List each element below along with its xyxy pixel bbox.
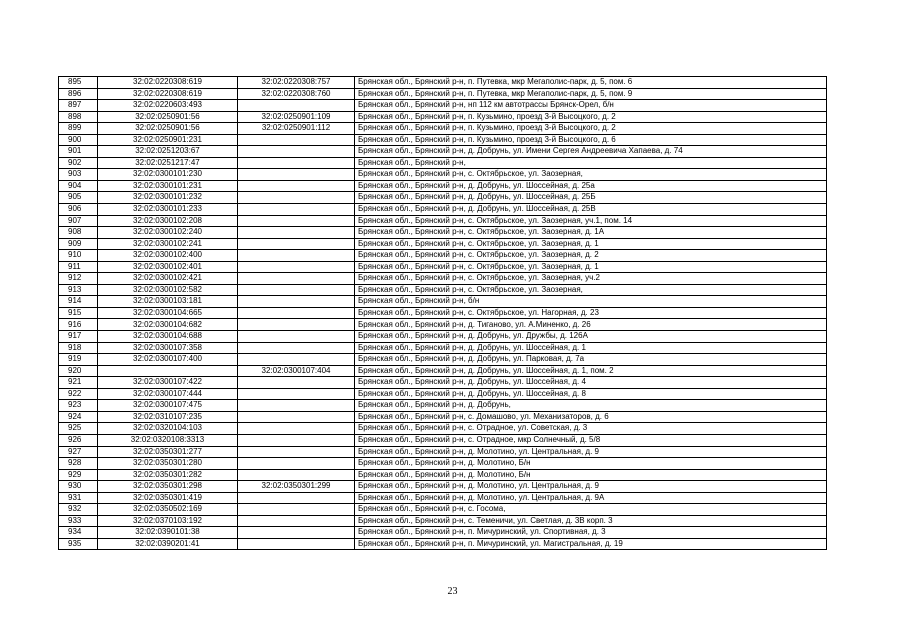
cadastral-number-cell: 32:02:0300107:444	[98, 388, 238, 400]
linked-cadastral-number-cell	[238, 261, 355, 273]
address-cell: Брянская обл., Брянский р-н, п. Путевка, мкр Мегаполис-парк, д. 5, пом. 9	[355, 88, 827, 100]
linked-cadastral-number-cell	[238, 446, 355, 458]
linked-cadastral-number-cell: 32:02:0300107:404	[238, 365, 355, 377]
linked-cadastral-number-cell	[238, 423, 355, 435]
registry-table	[58, 76, 827, 550]
table-row	[59, 273, 827, 285]
row-number-cell: 930	[59, 481, 98, 493]
row-number-cell: 912	[59, 273, 98, 285]
cadastral-number-cell: 32:02:0300102:401	[98, 261, 238, 273]
row-number-cell: 906	[59, 204, 98, 216]
table-row	[59, 331, 827, 343]
cadastral-number-cell: 32:02:0320108:3313	[98, 434, 238, 446]
address-cell: Брянская обл., Брянский р-н, с. Отрадное, ул. Советская, д. 3	[355, 423, 827, 435]
table-row	[59, 342, 827, 354]
row-number-cell: 910	[59, 250, 98, 262]
address-cell: Брянская обл., Брянский р-н, нп 112 км автотрассы Брянск-Орел, б/н	[355, 100, 827, 112]
address-cell: Брянская обл., Брянский р-н, д. Молотино, Б/н	[355, 458, 827, 470]
cadastral-number-cell: 32:02:0250901:56	[98, 111, 238, 123]
table-row	[59, 354, 827, 366]
linked-cadastral-number-cell	[238, 319, 355, 331]
row-number-cell: 905	[59, 192, 98, 204]
linked-cadastral-number-cell	[238, 180, 355, 192]
table-row	[59, 365, 827, 377]
table-row	[59, 319, 827, 331]
row-number-cell: 924	[59, 411, 98, 423]
address-cell: Брянская обл., Брянский р-н, д. Добрунь, ул. Имени Сергея Андреевича Хапаева, д. 74	[355, 146, 827, 158]
address-cell: Брянская обл., Брянский р-н, с. Октябрьское, ул. Заозерная, д. 2	[355, 250, 827, 262]
row-number-cell: 896	[59, 88, 98, 100]
address-cell: Брянская обл., Брянский р-н, п. Кузьмино, проезд 3-й Высоцкого, д. 2	[355, 123, 827, 135]
table-row	[59, 411, 827, 423]
row-number-cell: 900	[59, 134, 98, 146]
address-cell: Брянская обл., Брянский р-н, д. Добрунь, ул. Шоссейная, д. 25В	[355, 204, 827, 216]
table-row	[59, 134, 827, 146]
linked-cadastral-number-cell	[238, 538, 355, 550]
row-number-cell: 915	[59, 307, 98, 319]
row-number-cell: 904	[59, 180, 98, 192]
table-row	[59, 296, 827, 308]
address-cell: Брянская обл., Брянский р-н, д. Молотино, Б/н	[355, 469, 827, 481]
cadastral-number-cell: 32:02:0350502:169	[98, 504, 238, 516]
cadastral-number-cell: 32:02:0390201:41	[98, 538, 238, 550]
table-row	[59, 192, 827, 204]
linked-cadastral-number-cell	[238, 146, 355, 158]
address-cell: Брянская обл., Брянский р-н, п. Кузьмино, проезд 3-й Высоцкого, д. 2	[355, 111, 827, 123]
address-cell: Брянская обл., Брянский р-н, д. Добрунь, ул. Шоссейная, д. 1, пом. 2	[355, 365, 827, 377]
cadastral-number-cell: 32:02:0220308:619	[98, 77, 238, 89]
cadastral-number-cell: 32:02:0350301:280	[98, 458, 238, 470]
linked-cadastral-number-cell: 32:02:0350301:299	[238, 481, 355, 493]
cadastral-number-cell: 32:02:0300101:232	[98, 192, 238, 204]
address-cell: Брянская обл., Брянский р-н,	[355, 157, 827, 169]
table-row	[59, 434, 827, 446]
address-cell: Брянская обл., Брянский р-н, д. Добрунь,	[355, 400, 827, 412]
linked-cadastral-number-cell	[238, 169, 355, 181]
row-number-cell: 898	[59, 111, 98, 123]
address-cell: Брянская обл., Брянский р-н, с. Октябрьское, ул. Нагорная, д. 23	[355, 307, 827, 319]
cadastral-number-cell: 32:02:0300101:230	[98, 169, 238, 181]
linked-cadastral-number-cell	[238, 504, 355, 516]
cadastral-number-cell: 32:02:0300104:665	[98, 307, 238, 319]
row-number-cell: 895	[59, 77, 98, 89]
row-number-cell: 897	[59, 100, 98, 112]
linked-cadastral-number-cell: 32:02:0250901:112	[238, 123, 355, 135]
row-number-cell: 923	[59, 400, 98, 412]
table-row	[59, 307, 827, 319]
address-cell: Брянская обл., Брянский р-н, б/н	[355, 296, 827, 308]
row-number-cell: 933	[59, 515, 98, 527]
row-number-cell: 925	[59, 423, 98, 435]
address-cell: Брянская обл., Брянский р-н, д. Добрунь, ул. Шоссейная, д. 1	[355, 342, 827, 354]
table-row	[59, 377, 827, 389]
linked-cadastral-number-cell	[238, 192, 355, 204]
cadastral-number-cell: 32:02:0300107:358	[98, 342, 238, 354]
row-number-cell: 927	[59, 446, 98, 458]
address-cell: Брянская обл., Брянский р-н, п. Путевка, мкр Мегаполис-парк, д. 5, пом. 6	[355, 77, 827, 89]
cadastral-number-cell: 32:02:0300102:208	[98, 215, 238, 227]
table-row	[59, 204, 827, 216]
linked-cadastral-number-cell	[238, 527, 355, 539]
table-row	[59, 492, 827, 504]
cadastral-number-cell: 32:02:0320104:103	[98, 423, 238, 435]
row-number-cell: 920	[59, 365, 98, 377]
table-row	[59, 481, 827, 493]
row-number-cell: 913	[59, 284, 98, 296]
row-number-cell: 928	[59, 458, 98, 470]
row-number-cell: 902	[59, 157, 98, 169]
row-number-cell: 919	[59, 354, 98, 366]
table-row	[59, 77, 827, 89]
address-cell: Брянская обл., Брянский р-н, д. Тиганово, ул. А.Миненко, д. 26	[355, 319, 827, 331]
row-number-cell: 908	[59, 227, 98, 239]
table-row	[59, 446, 827, 458]
address-cell: Брянская обл., Брянский р-н, с. Октябрьское, ул. Заозерная, д. 1	[355, 238, 827, 250]
address-cell: Брянская обл., Брянский р-н, д. Добрунь, ул. Дружбы, д. 126А	[355, 331, 827, 343]
linked-cadastral-number-cell	[238, 377, 355, 389]
table-row	[59, 88, 827, 100]
cadastral-number-cell: 32:02:0390101:38	[98, 527, 238, 539]
linked-cadastral-number-cell	[238, 157, 355, 169]
linked-cadastral-number-cell	[238, 296, 355, 308]
linked-cadastral-number-cell	[238, 492, 355, 504]
linked-cadastral-number-cell	[238, 515, 355, 527]
row-number-cell: 907	[59, 215, 98, 227]
linked-cadastral-number-cell	[238, 458, 355, 470]
table-row	[59, 250, 827, 262]
cadastral-number-cell: 32:02:0300103:181	[98, 296, 238, 308]
cadastral-number-cell: 32:02:0300102:400	[98, 250, 238, 262]
cadastral-number-cell: 32:02:0300102:241	[98, 238, 238, 250]
address-cell: Брянская обл., Брянский р-н, с. Госома,	[355, 504, 827, 516]
address-cell: Брянская обл., Брянский р-н, д. Молотино, ул. Центральная, д. 9	[355, 446, 827, 458]
linked-cadastral-number-cell	[238, 400, 355, 412]
cadastral-number-cell: 32:02:0251203:67	[98, 146, 238, 158]
row-number-cell: 934	[59, 527, 98, 539]
table-row	[59, 238, 827, 250]
table-row	[59, 157, 827, 169]
registry-table-body	[59, 77, 827, 550]
address-cell: Брянская обл., Брянский р-н, д. Добрунь, ул. Парковая, д. 7а	[355, 354, 827, 366]
address-cell: Брянская обл., Брянский р-н, с. Отрадное, мкр Солнечный, д. 5/8	[355, 434, 827, 446]
row-number-cell: 921	[59, 377, 98, 389]
address-cell: Брянская обл., Брянский р-н, д. Молотино, ул. Центральная, д. 9А	[355, 492, 827, 504]
cadastral-number-cell: 32:02:0300107:400	[98, 354, 238, 366]
row-number-cell: 903	[59, 169, 98, 181]
address-cell: Брянская обл., Брянский р-н, п. Мичуринский, ул. Спортивная, д. 3	[355, 527, 827, 539]
address-cell: Брянская обл., Брянский р-н, с. Октябрьское, ул. Заозерная, д. 1	[355, 261, 827, 273]
linked-cadastral-number-cell: 32:02:0220308:757	[238, 77, 355, 89]
address-cell: Брянская обл., Брянский р-н, с. Октябрьское, ул. Заозерная, уч.2	[355, 273, 827, 285]
linked-cadastral-number-cell	[238, 227, 355, 239]
row-number-cell: 914	[59, 296, 98, 308]
row-number-cell: 932	[59, 504, 98, 516]
linked-cadastral-number-cell	[238, 331, 355, 343]
linked-cadastral-number-cell	[238, 273, 355, 285]
row-number-cell: 916	[59, 319, 98, 331]
cadastral-number-cell: 32:02:0251217:47	[98, 157, 238, 169]
table-row	[59, 458, 827, 470]
linked-cadastral-number-cell: 32:02:0250901:109	[238, 111, 355, 123]
linked-cadastral-number-cell	[238, 342, 355, 354]
cadastral-number-cell	[98, 365, 238, 377]
address-cell: Брянская обл., Брянский р-н, с. Домашово, ул. Механизаторов, д. 6	[355, 411, 827, 423]
linked-cadastral-number-cell	[238, 434, 355, 446]
table-row	[59, 515, 827, 527]
address-cell: Брянская обл., Брянский р-н, д. Молотино, ул. Центральная, д. 9	[355, 481, 827, 493]
address-cell: Брянская обл., Брянский р-н, д. Добрунь, ул. Шоссейная, д. 25а	[355, 180, 827, 192]
row-number-cell: 909	[59, 238, 98, 250]
row-number-cell: 899	[59, 123, 98, 135]
linked-cadastral-number-cell	[238, 250, 355, 262]
page-number: 23	[447, 586, 458, 597]
address-cell: Брянская обл., Брянский р-н, с. Октябрьское, ул. Заозерная, уч.1, пом. 14	[355, 215, 827, 227]
linked-cadastral-number-cell	[238, 238, 355, 250]
table-row	[59, 215, 827, 227]
row-number-cell: 922	[59, 388, 98, 400]
cadastral-number-cell: 32:02:0370103:192	[98, 515, 238, 527]
address-cell: Брянская обл., Брянский р-н, д. Добрунь, ул. Шоссейная, д. 8	[355, 388, 827, 400]
cadastral-number-cell: 32:02:0300102:582	[98, 284, 238, 296]
cadastral-number-cell: 32:02:0220603:493	[98, 100, 238, 112]
cadastral-number-cell: 32:02:0300101:233	[98, 204, 238, 216]
row-number-cell: 918	[59, 342, 98, 354]
linked-cadastral-number-cell	[238, 354, 355, 366]
cadastral-number-cell: 32:02:0300107:475	[98, 400, 238, 412]
cadastral-number-cell: 32:02:0350301:419	[98, 492, 238, 504]
address-cell: Брянская обл., Брянский р-н, с. Теменичи, ул. Светлая, д. 3В корп. 3	[355, 515, 827, 527]
cadastral-number-cell: 32:02:0350301:298	[98, 481, 238, 493]
linked-cadastral-number-cell	[238, 411, 355, 423]
cadastral-number-cell: 32:02:0300102:421	[98, 273, 238, 285]
cadastral-number-cell: 32:02:0300104:682	[98, 319, 238, 331]
cadastral-number-cell: 32:02:0300101:231	[98, 180, 238, 192]
linked-cadastral-number-cell	[238, 388, 355, 400]
row-number-cell: 911	[59, 261, 98, 273]
linked-cadastral-number-cell	[238, 215, 355, 227]
row-number-cell: 935	[59, 538, 98, 550]
table-row	[59, 123, 827, 135]
table-row	[59, 227, 827, 239]
cadastral-number-cell: 32:02:0310107:235	[98, 411, 238, 423]
table-row	[59, 423, 827, 435]
cadastral-number-cell: 32:02:0300104:688	[98, 331, 238, 343]
address-cell: Брянская обл., Брянский р-н, д. Добрунь, ул. Шоссейная, д. 25Б	[355, 192, 827, 204]
cadastral-number-cell: 32:02:0250901:56	[98, 123, 238, 135]
row-number-cell: 929	[59, 469, 98, 481]
cadastral-number-cell: 32:02:0300102:240	[98, 227, 238, 239]
table-row	[59, 400, 827, 412]
linked-cadastral-number-cell	[238, 307, 355, 319]
table-row	[59, 111, 827, 123]
linked-cadastral-number-cell	[238, 100, 355, 112]
cadastral-number-cell: 32:02:0250901:231	[98, 134, 238, 146]
address-cell: Брянская обл., Брянский р-н, с. Октябрьское, ул. Заозерная,	[355, 169, 827, 181]
table-row	[59, 538, 827, 550]
table-row	[59, 504, 827, 516]
row-number-cell: 931	[59, 492, 98, 504]
cadastral-number-cell: 32:02:0350301:277	[98, 446, 238, 458]
address-cell: Брянская обл., Брянский р-н, с. Октябрьское, ул. Заозерная, д. 1А	[355, 227, 827, 239]
address-cell: Брянская обл., Брянский р-н, с. Октябрьское, ул. Заозерная,	[355, 284, 827, 296]
linked-cadastral-number-cell	[238, 134, 355, 146]
cadastral-number-cell: 32:02:0220308:619	[98, 88, 238, 100]
cadastral-number-cell: 32:02:0300107:422	[98, 377, 238, 389]
table-row	[59, 180, 827, 192]
table-row	[59, 261, 827, 273]
address-cell: Брянская обл., Брянский р-н, п. Кузьмино, проезд 3-й Высоцкого, д. 6	[355, 134, 827, 146]
row-number-cell: 926	[59, 434, 98, 446]
table-row	[59, 527, 827, 539]
cadastral-number-cell: 32:02:0350301:282	[98, 469, 238, 481]
linked-cadastral-number-cell	[238, 469, 355, 481]
table-row	[59, 169, 827, 181]
table-row	[59, 469, 827, 481]
address-cell: Брянская обл., Брянский р-н, п. Мичуринский, ул. Магистральная, д. 19	[355, 538, 827, 550]
linked-cadastral-number-cell: 32:02:0220308:760	[238, 88, 355, 100]
table-row	[59, 100, 827, 112]
table-row	[59, 284, 827, 296]
linked-cadastral-number-cell	[238, 284, 355, 296]
row-number-cell: 901	[59, 146, 98, 158]
linked-cadastral-number-cell	[238, 204, 355, 216]
table-row	[59, 146, 827, 158]
table-row	[59, 388, 827, 400]
address-cell: Брянская обл., Брянский р-н, д. Добрунь, ул. Шоссейная, д. 4	[355, 377, 827, 389]
row-number-cell: 917	[59, 331, 98, 343]
